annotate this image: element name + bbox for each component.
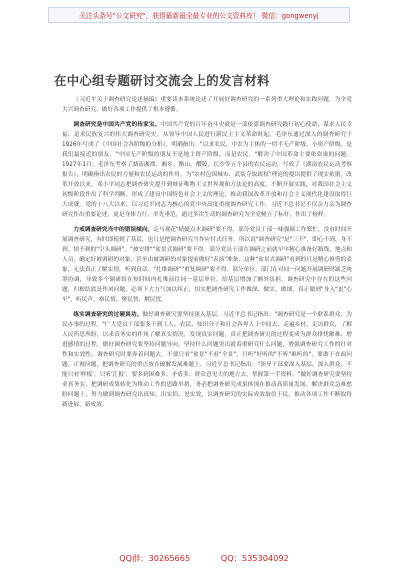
qq-label: QQ：535304092 xyxy=(220,553,289,563)
paragraph-lead: 力戒调查研究当中的错误倾向。 xyxy=(73,227,154,233)
paragraph-lead: 练实调查研究的过硬真功。 xyxy=(73,312,143,318)
paragraph-lead: 调查研究是中国共产党的传家宝。 xyxy=(73,122,161,128)
document-title: 在中心组专题研讨交流会上的发言材料 xyxy=(54,73,270,88)
contact-footer xyxy=(0,553,408,564)
promo-banner-text: 关注头条号"公文研究"，获得最新最全最专业的公文资料库！ 微信：gongwenyj xyxy=(79,12,319,20)
paragraph-intro xyxy=(62,95,352,115)
paragraph-heritage xyxy=(62,120,352,220)
paragraph-text: 走马观花"蜻蜓点水调研"要不得。部分党员干部一味强调工作繁忙，没有时间开展调查研究，有时即使到了基层，也只是把调查研究当作应付式任务，所以说"调查研究"是"三不"，即心不到、身不到、情不到的"空头调研"。"被安排""盆景式调研"要不得。部分党员干部在调研之前就早早精心准备好路线、地点和人员，确定好被调研的对象，甚至由被调研的对象提前做好"表演"准备，这种"盆景式调研"看到的只是精心修剪的表象，无法真正了解实情，听到真话。"扎堆调研""重复调研"要不得。部分单位、部门在对同一问题开展调研时缺乏统筹协调，导致多个调研组在短时间内扎堆前往同一基层单位，给基层增加了额外负担。调查研究中存在的这些问题，归根结底是作风问题，必须下大力气加以纠正，切实把调查研究工作做深、做实、做细，真正做到"身入"更"心至"，听民声、察民情、聚民智、解民忧。 xyxy=(62,227,352,303)
qq-group-label: QQ群：30265665 xyxy=(119,553,191,563)
document-body xyxy=(62,95,352,415)
paragraph-skills xyxy=(62,310,352,410)
paragraph-pitfalls xyxy=(62,225,352,305)
promo-banner[interactable] xyxy=(48,7,350,23)
paragraph-text: 《习近平关于调查研究论述摘编》重要读本系统论述了开展好调查研究的一系列重大理论和实践问题，为全党大兴调查研究、做好各项工作提供了根本遵循。 xyxy=(62,97,352,113)
paragraph-text: 做好调查研究要坚持深入基层，习近平总书记指出："调查研究是一个联系群众、为民办事的过程。"广大党员干部要多下到工人、农民、知识分子和社会各界人士中间去，走遍乡村、走访群众，了解人民所思所盼，以求真务实的作风了解真实情况，发现真实问题，真正把调查研究的过程变成为群众排忧解难、增进感情的过程。做好调查研究要坚持问题导向，坚持什么问题突出就着重研究什么问题，增强调查研究工作的针对性和实效性。调查研究时要奔着问题去，不要只看"盆景"不看"全景"，只听"好听的"不听"难听的"，要敢于直面问题、正视问题，把调查研究的重点放在破解发展难题上。习近平总书记指出："领导干部要深入基层、深入群众，不能只看'样板'，只听'汇报'，要多到困难多、矛盾多、群众意见大的地方去，掌握第一手资料。"做好调查研究要坚持求真务实，把调研成果转化为推动工作的思路举措，务必把调查研究成果体现在推动高质量发展、解决群众急难愁盼问题上，努力做到调查研究出真知、出实招、见实效，以调查研究的实际成效取信于民，推动各项工作不断取得新进展、新成效。 xyxy=(62,312,352,408)
paragraph-text: 中国共产党的百年奋斗史就是一部依靠调查研究践行初心使命、谋求人民幸福、追求民族复兴的伟大调查研究史。从领导中国人民进行新民主主义革命时起，毛泽东通过深入的调查研究于1926年写成了《中国社会各阶级的分析》，明确指出："以求农民、中农为主体的一切半无产阶级、小资产阶级，是我们最接近的朋友。"中国无产阶级的朋友不是地主资产阶级，而是农民。"解决了中国革命主要依靠谁的问题。1927年1月，毛泽东考察了湖南湘潭、湘乡、衡山、醴陵、长沙等五个县的农民运动，写成了《湖南农民运动考察报告》，明确指出农民的力量和农民运动的作用。为"农村包围城市、武装夺取政权"理论的提出提供了现实依据。改革开放以来，邓小平同志把调查研究提升到辩证唯物主义世界观和方法论的高度，不断开展实践，对我国社会主义初级阶段作出了科学判断，形成了建设中国特色社会主义的理论，推动我国改革开放和社会主义现代化建设取得巨大成就。党的十八大以来，以习近平同志为核心的党中央高度重视调查研究工作。习近平总书记不仅亲力亲为调查研究作出重要论述，更是身体力行、率先垂范，通过多次生动的调查研究为全党树立了标杆，作出了榜样。 xyxy=(62,122,352,218)
